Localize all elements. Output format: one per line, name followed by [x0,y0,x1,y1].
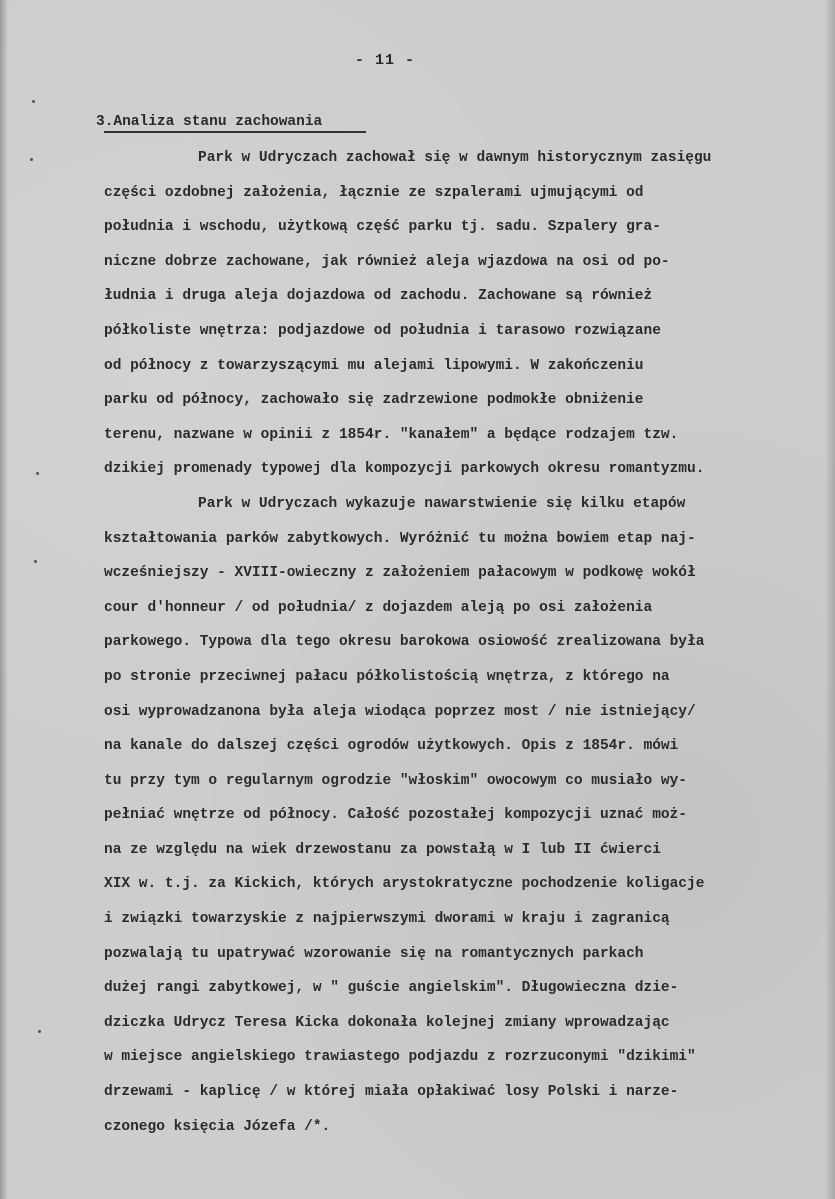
text-line: tu przy tym o regularnym ogrodzie "włoskim" owocowym co musiało wy- [104,772,687,789]
text-line: terenu, nazwane w opinii z 1854r. "kanałem" a będące rodzajem tzw. [104,426,679,443]
text-line: dużej rangi zabytkowej, w " guście angielskim". Długowieczna dzie- [104,980,679,997]
text-line: kształtowania parków zabytkowych. Wyróżnić tu można bowiem etap naj- [104,530,696,547]
text-line: po stronie przeciwnej pałacu półkolistością wnętrza, z którego na [104,668,670,685]
text-line: pozwalają tu upatrywać wzorowanie się na romantycznych parkach [104,945,644,962]
text-line: części ozdobnej założenia, łącznie ze szpalerami ujmującymi od [104,184,644,201]
text-line: Park w Udryczach wykazuje nawarstwienie się kilku etapów [198,495,686,512]
scan-edge-left [0,0,8,1199]
scan-speck [32,100,35,103]
text-line: Park w Udryczach zachował się w dawnym historycznym zasięgu [198,150,712,166]
text-line: w miejsce angielskiego trawiastego podjazdu z rozrzuconymi "dzikimi" [104,1049,696,1066]
text-line: wcześniejszy - XVIII-owieczny z założeniem pałacowym w podkowę wokół [104,565,696,582]
body-text [104,146,828,1149]
text-line: pełniać wnętrze od północy. Całość pozostałej kompozycji uznać moż- [104,807,687,824]
text-line: parku od północy, zachowało się zadrzewione podmokłe obniżenie [104,392,644,409]
text-line: XIX w. t.j. za Kickich, których arystokratyczne pochodzenie koligacje [104,876,705,893]
scan-speck [34,560,37,563]
text-line: półkoliste wnętrza: podjazdowe od południa i tarasowo rozwiązane [104,322,661,339]
text-line: parkowego. Typowa dla tego okresu barokowa osiowość zrealizowana była [104,634,705,651]
text-line: cour d'honneur / od południa/ z dojazdem aleją po osi założenia [104,599,653,616]
text-line: południa i wschodu, użytkową część parku tj. sadu. Szpalery gra- [104,219,661,236]
text-line: na kanale do dalszej części ogrodów użytkowych. Opis z 1854r. mówi [104,738,679,755]
text-line: na ze względu na wiek drzewostanu za powstałą w I lub II ćwierci [104,841,661,858]
section-heading: 3.Analiza stanu zachowania [96,114,323,130]
text-line: łudnia i druga aleja dojazdowa od zachodu. Zachowane są również [104,288,653,305]
scan-speck [36,472,39,475]
text-line: dziczka Udrycz Teresa Kicka dokonała kolejnej zmiany wprowadzając [104,1014,670,1031]
text-line: drzewami - kaplicę / w której miała opłakiwać losy Polski i narze- [104,1084,679,1101]
text-line: od północy z towarzyszącymi mu alejami lipowymi. W zakończeniu [104,357,644,374]
text-line: czonego księcia Józefa /*. [104,1118,331,1135]
heading-underline [104,131,366,133]
text-line: osi wyprowadzanona była aleja wiodąca poprzez most / nie istniejący/ [104,703,696,720]
scan-speck [38,1030,41,1033]
text-line: dzikiej promenady typowej dla kompozycji parkowych okresu romantyzmu. [104,461,705,478]
scan-speck [30,158,33,161]
text-line: i związki towarzyskie z najpierwszymi dworami w kraju i zagranicą [104,911,670,928]
page-number: - 11 - [354,52,415,69]
text-line: niczne dobrze zachowane, jak również aleja wjazdowa na osi od po- [104,253,670,270]
